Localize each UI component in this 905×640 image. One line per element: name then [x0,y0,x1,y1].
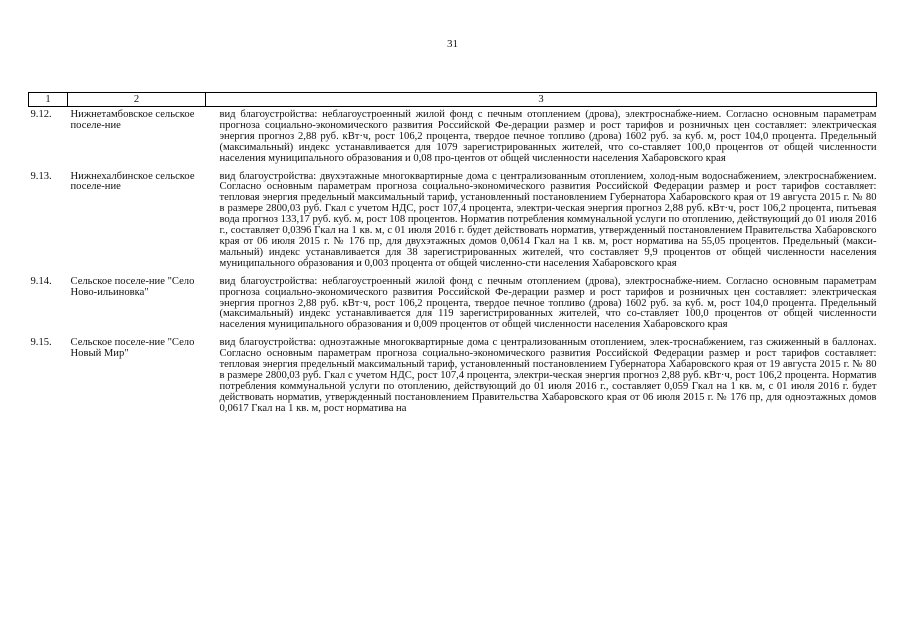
column-header-1: 1 [29,93,68,107]
settlement-description: вид благоустройства: неблагоустроенный жилой фонд с печным отоплением (дрова), электроснабже-нием. Согласно основным параметрам прогноза социально-экономического развития Российской Фе-дерации размер и рост тарифов и розничных цен составляет: электрическая энергия прогноз 2,88 руб. кВт·ч, рост 106,2 процента, твердое печное топливо (дрова) 1602 руб. за куб. м, рост 104,0 процента. Предельный (максимальный) индекс устанавливается для 119 зарегистрированных жителей, что со-ставляет 100,0 процентов от общей численности населения муниципального образования и 0,009 процентов от общей численности населения Хабаровского края [219,275,877,331]
settlement-name: Нижнетамбовское сельское поселе-ние [70,109,195,131]
table-row [29,107,877,170]
settlement-name: Сельское поселе-ние "Село Новый Мир" [70,337,195,360]
settlement-name: Нижнехалбинское сельское поселе-ние [70,170,195,193]
row-number: 9.15. [30,337,52,349]
settlement-name: Сельское поселе-ние "Село Ново-ильиновка" [70,275,195,298]
table-row [29,275,877,337]
settlement-description: вид благоустройства: одноэтажные многоквартирные дома с централизованным отоплением, элек-троснабжением, газ сжиженный в баллонах. Согласно основным параметрам прогноза социально-экономического развития Российской Федерации размер и рост тарифов составляет: тепловая энергия предельный максимальный тариф, установленный постановлением Губернатора Хабаровского края от 19 августа 2015 г. № 80 в размере 2800,03 руб. Гкал с учетом НДС, рост 107,4 процента, электри-ческая энергия прогноз 2,88 руб. кВт·ч, рост 106,2 процента. Норматив потребления коммунальной услуги по отоплению, действующий до 01 июля 2016 г., составляет 0,059 Гкал на 1 кв. м, с 01 июля 2016 г. будет действовать норматив, утвержденный постановлением Правительства Хабаровского края от 06 июля 2015 г. № 176 пр, для одноэтажных домов 0,0617 Гкал на 1 кв. м, рост норматива на [219,337,877,414]
row-number: 9.12. [30,109,52,120]
settlement-description: вид благоустройства: двухэтажные многоквартирные дома с централизованным отоплением, холод-ным водоснабжением, электроснабжением. Согласно основным параметрам прогноза социально-экономического развития Российской Федерации размер и рост тарифов составляет: тепловая энергия предельный максимальный тариф, установленный постановлением Губернатора Хабаровского края от 19 августа 2015 г. № 80 в размере 2800,03 руб. Гкал с учетом НДС, рост 107,4 процента, электри-ческая энергия прогноз 2,88 руб. кВт·ч, рост 106,2 процента, питьевая вода прогноз 133,17 руб. куб. м, рост 108 процентов. Норматив потребления коммунальной услуги по отоплению, действующий до 01 июля 2016 г., составляет 0,0396 Гкал на 1 кв. м, с 01 июля 2016 г. будет действовать норматив, утвержденный постановлением Правительства Хабаровского края от 06 июля 2015 г. № 176 пр, для двухэтажных домов 0,0614 Гкал на 1 кв. м, рост норматива на 55,05 процентов. Предельный (макси-мальный) индекс устанавливается для 38 зарегистрированных жителей, что составляет 9,9 процентов от общей численности населения муниципального образования и 0,003 процента от общей численно-сти населения Хабаровского края [219,170,877,269]
tariff-table [28,92,877,415]
settlement-description: вид благоустройства: неблагоустроенный жилой фонд с печным отоплением (дрова), электроснабже-нием. Согласно основным параметрам прогноза социально-экономического развития Российской Фе-дерации размер и рост тарифов и розничных цен составляет: электрическая энергия прогноз 2,88 руб. кВт·ч, рост 106,2 процента, твердое печное топливо (дрова) 1602 руб. за куб. м, рост 104,0 процента. Предельный (максимальный) индекс устанавливается для 1079 зарегистрированных жителей, что со-ставляет 100,0 процентов от общей численности населения муниципального образования и 0,08 про-центов от общей численности населения Хабаровского края [219,109,877,164]
table-row [29,336,877,414]
row-number: 9.13. [30,170,52,182]
table-row [29,170,877,275]
page-number: 31 [447,38,458,50]
column-header-3: 3 [206,93,877,107]
table-header-row [29,93,877,107]
row-number: 9.14. [30,275,52,287]
column-header-2: 2 [68,93,206,107]
